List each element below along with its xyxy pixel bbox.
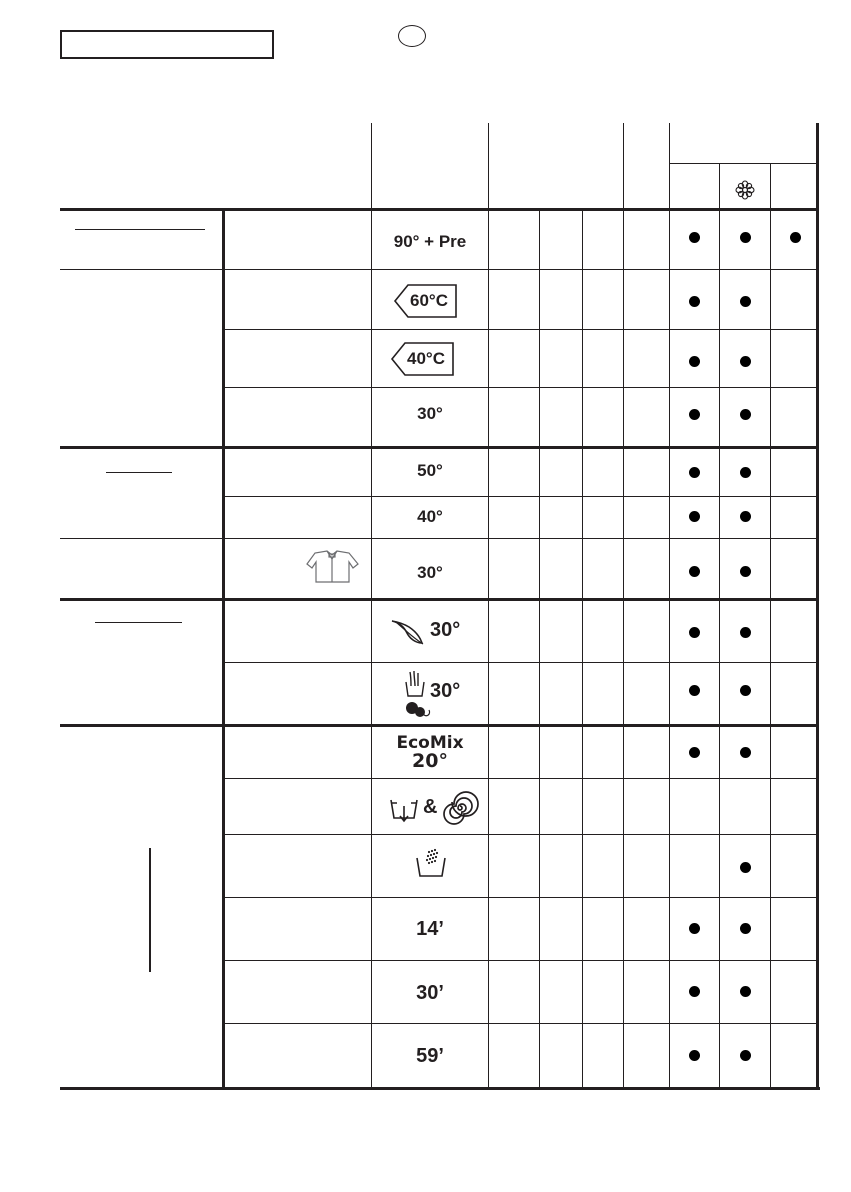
compartment-dot: [689, 986, 700, 997]
program-label: 30°: [417, 563, 443, 582]
compartment-dot: [740, 232, 751, 243]
compartment-dot: [689, 923, 700, 934]
flower-icon: [733, 178, 757, 202]
compartment-dot: [689, 627, 700, 638]
group-underline: [95, 622, 182, 623]
compartment-dot: [689, 566, 700, 577]
feather-icon: [390, 617, 426, 647]
program-label: 14’: [416, 917, 444, 940]
group-bracket: [149, 848, 151, 972]
program-cell-30min: [372, 980, 488, 1006]
program-label: 30’: [416, 981, 444, 1004]
compartment-dot: [740, 356, 751, 367]
program-cell-30-shirts: [372, 561, 488, 585]
eco-tag-40: [391, 341, 455, 377]
compartment-dot: [740, 986, 751, 997]
eco-tag-label: 40°C: [407, 349, 445, 368]
program-label: 30°: [417, 404, 443, 423]
compartment-dot: [689, 232, 700, 243]
compartment-dot: [689, 747, 700, 758]
compartment-dot: [740, 566, 751, 577]
program-cell-50: [372, 459, 488, 483]
program-label: 50°: [417, 461, 443, 480]
program-cell-14min: [372, 916, 488, 942]
ecomix-label: [372, 735, 488, 771]
compartment-dot: [740, 511, 751, 522]
compartment-dot: [740, 747, 751, 758]
ecomix-temp: 20°: [412, 750, 448, 772]
compartment-dot: [740, 296, 751, 307]
compartment-dot: [689, 409, 700, 420]
spin-icon: [444, 792, 476, 824]
compartment-dot: [740, 467, 751, 478]
eco-tag-60: [394, 283, 458, 319]
program-cell-90-pre: [372, 230, 488, 254]
compartment-dot: [689, 1050, 700, 1061]
compartment-dot: [689, 296, 700, 307]
hand-wash-icon: [403, 668, 433, 720]
drain-spin-amp: &: [423, 796, 438, 818]
compartment-dot: [689, 356, 700, 367]
compartment-dot: [740, 627, 751, 638]
compartment-dot: [790, 232, 801, 243]
program-label: 30°: [430, 619, 461, 641]
program-label: 90° + Pre: [393, 232, 467, 251]
country-badge: [398, 25, 426, 47]
compartment-dot: [740, 409, 751, 420]
compartment-dot: [740, 1050, 751, 1061]
compartment-dot: [689, 467, 700, 478]
program-cell-30: [372, 402, 488, 426]
eco-tag-label: 60°C: [410, 291, 448, 310]
program-cell-59min: [372, 1043, 488, 1069]
compartment-dot: [740, 685, 751, 696]
label-box: [60, 30, 274, 59]
rinse-icon: [415, 848, 447, 878]
compartment-dot: [689, 685, 700, 696]
compartment-dot: [740, 923, 751, 934]
program-label: 40°: [417, 507, 443, 526]
compartment-dot: [740, 862, 751, 873]
group-underline: [106, 472, 172, 473]
ecomix-name: EcoMix: [396, 733, 464, 753]
program-label: 30°: [430, 680, 461, 702]
shirt-icon: [305, 550, 360, 584]
program-cell-40: [372, 505, 488, 529]
compartment-dot: [689, 511, 700, 522]
group-underline: [75, 229, 205, 230]
drain-icon: [389, 794, 419, 822]
program-label: 59’: [416, 1044, 444, 1067]
